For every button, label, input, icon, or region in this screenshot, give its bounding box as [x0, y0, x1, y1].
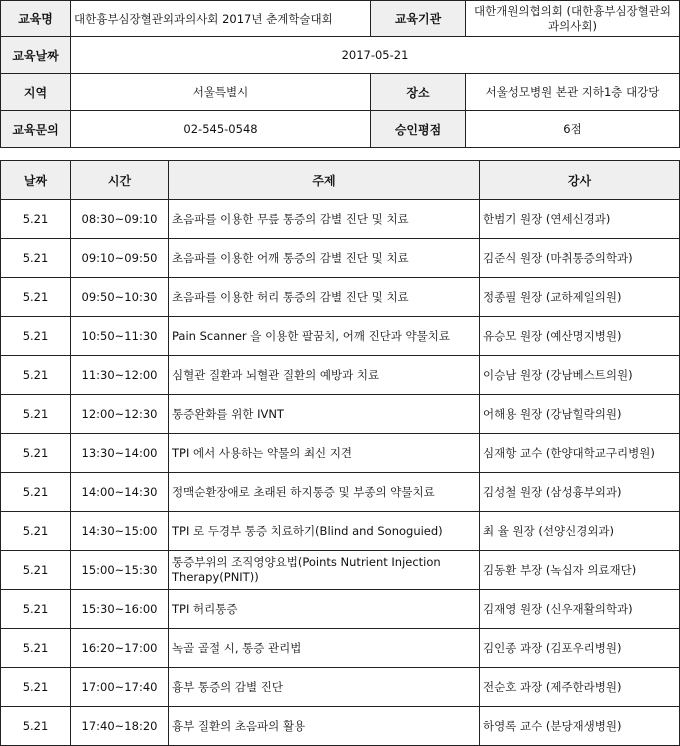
table-row [1, 668, 680, 707]
table-row [1, 434, 680, 473]
table-row [1, 629, 680, 668]
row-topic: 통증부위의 조직영양요법(Points Nutrient Injection Therapy(PNIT)) [169, 551, 480, 590]
row-topic: TPI 허리통증 [169, 590, 480, 629]
row-lecturer: 하영록 교수 (분당재생병원) [480, 707, 680, 746]
course-name-label: 교육명 [1, 1, 71, 37]
row-topic: TPI 로 두경부 통증 치료하기(Blind and Sonoguied) [169, 512, 480, 551]
table-row [1, 512, 680, 551]
row-lecturer: 김인종 과장 (김포우리병원) [480, 629, 680, 668]
row-time: 17:00~17:40 [71, 668, 169, 707]
table-row [1, 395, 680, 434]
row-topic: 녹골 골절 시, 통증 관리법 [169, 629, 480, 668]
row-topic: 심혈관 질환과 뇌혈관 질환의 예방과 치료 [169, 356, 480, 395]
row-lecturer: 한범기 원장 (연세신경과) [480, 200, 680, 239]
row-date: 5.21 [1, 512, 71, 551]
row-date: 5.21 [1, 239, 71, 278]
row-topic: 초음파를 이용한 어깨 통증의 감별 진단 및 치료 [169, 239, 480, 278]
row-lecturer: 김준식 원장 (마취통증의학과) [480, 239, 680, 278]
table-row [1, 473, 680, 512]
table-spacer [0, 148, 680, 160]
header-lecturer: 강사 [480, 161, 680, 200]
row-date: 5.21 [1, 590, 71, 629]
row-time: 10:50~11:30 [71, 317, 169, 356]
row-lecturer: 김성철 원장 (삼성흉부외과) [480, 473, 680, 512]
credit-label: 승인평점 [371, 111, 466, 148]
row-time: 12:00~12:30 [71, 395, 169, 434]
region: 서울특별시 [71, 74, 371, 111]
header-topic: 주제 [169, 161, 480, 200]
row-date: 5.21 [1, 317, 71, 356]
row-date: 5.21 [1, 278, 71, 317]
row-date: 5.21 [1, 200, 71, 239]
row-topic: TPI 에서 사용하는 약물의 최신 지견 [169, 434, 480, 473]
row-topic: Pain Scanner 을 이용한 팔꿈치, 어깨 진단과 약물치료 [169, 317, 480, 356]
credit: 6점 [466, 111, 680, 148]
table-row [1, 356, 680, 395]
row-topic: 초음파를 이용한 무릎 통증의 감별 진단 및 치료 [169, 200, 480, 239]
contact: 02-545-0548 [71, 111, 371, 148]
course-date: 2017-05-21 [71, 37, 680, 74]
row-lecturer: 최 율 원장 (선양신경외과) [480, 512, 680, 551]
table-row [1, 590, 680, 629]
venue: 서울성모병원 본관 지하1층 대강당 [466, 74, 680, 111]
row-date: 5.21 [1, 629, 71, 668]
row-time: 15:00~15:30 [71, 551, 169, 590]
contact-label: 교육문의 [1, 111, 71, 148]
row-time: 08:30~09:10 [71, 200, 169, 239]
header-date: 날짜 [1, 161, 71, 200]
row-time: 13:30~14:00 [71, 434, 169, 473]
institution-label: 교육기관 [371, 1, 466, 37]
row-topic: 초음파를 이용한 허리 통증의 감별 진단 및 치료 [169, 278, 480, 317]
row-lecturer: 유승모 원장 (예산명지병원) [480, 317, 680, 356]
row-date: 5.21 [1, 356, 71, 395]
row-date: 5.21 [1, 707, 71, 746]
course-name: 대한흉부심장혈관외과의사회 2017년 춘계학술대회 [71, 1, 371, 37]
row-topic: 흉부 질환의 초음파의 활용 [169, 707, 480, 746]
row-time: 14:00~14:30 [71, 473, 169, 512]
table-row [1, 200, 680, 239]
row-lecturer: 심재항 교수 (한양대학교구리병원) [480, 434, 680, 473]
header-time: 시간 [71, 161, 169, 200]
venue-label: 장소 [371, 74, 466, 111]
table-row [1, 278, 680, 317]
row-time: 14:30~15:00 [71, 512, 169, 551]
table-row [1, 551, 680, 590]
row-lecturer: 김재영 원장 (신우재활의학과) [480, 590, 680, 629]
table-row [1, 317, 680, 356]
row-lecturer: 정종필 원장 (교하제일의원) [480, 278, 680, 317]
row-topic: 통증완화를 위한 IVNT [169, 395, 480, 434]
institution: 대한개원의협의회 (대한흉부심장혈관외과의사회) [466, 1, 680, 37]
course-info-table [0, 0, 680, 148]
row-date: 5.21 [1, 434, 71, 473]
row-date: 5.21 [1, 551, 71, 590]
row-date: 5.21 [1, 395, 71, 434]
row-lecturer: 김동환 부장 (녹십자 의료재단) [480, 551, 680, 590]
row-time: 11:30~12:00 [71, 356, 169, 395]
row-time: 16:20~17:00 [71, 629, 169, 668]
row-lecturer: 이승남 원장 (강남베스트의원) [480, 356, 680, 395]
row-lecturer: 어해용 원장 (강남힐락의원) [480, 395, 680, 434]
row-time: 09:50~10:30 [71, 278, 169, 317]
row-date: 5.21 [1, 668, 71, 707]
region-label: 지역 [1, 74, 71, 111]
row-lecturer: 전순호 과장 (제주한라병원) [480, 668, 680, 707]
row-time: 15:30~16:00 [71, 590, 169, 629]
row-time: 17:40~18:20 [71, 707, 169, 746]
row-date: 5.21 [1, 473, 71, 512]
schedule-table [0, 160, 680, 746]
row-time: 09:10~09:50 [71, 239, 169, 278]
table-row [1, 239, 680, 278]
date-label: 교육날짜 [1, 37, 71, 74]
schedule-header-row [1, 161, 680, 200]
row-topic: 흉부 통증의 감별 진단 [169, 668, 480, 707]
row-topic: 정맥순환장애로 초래된 하지통증 및 부종의 약물치료 [169, 473, 480, 512]
